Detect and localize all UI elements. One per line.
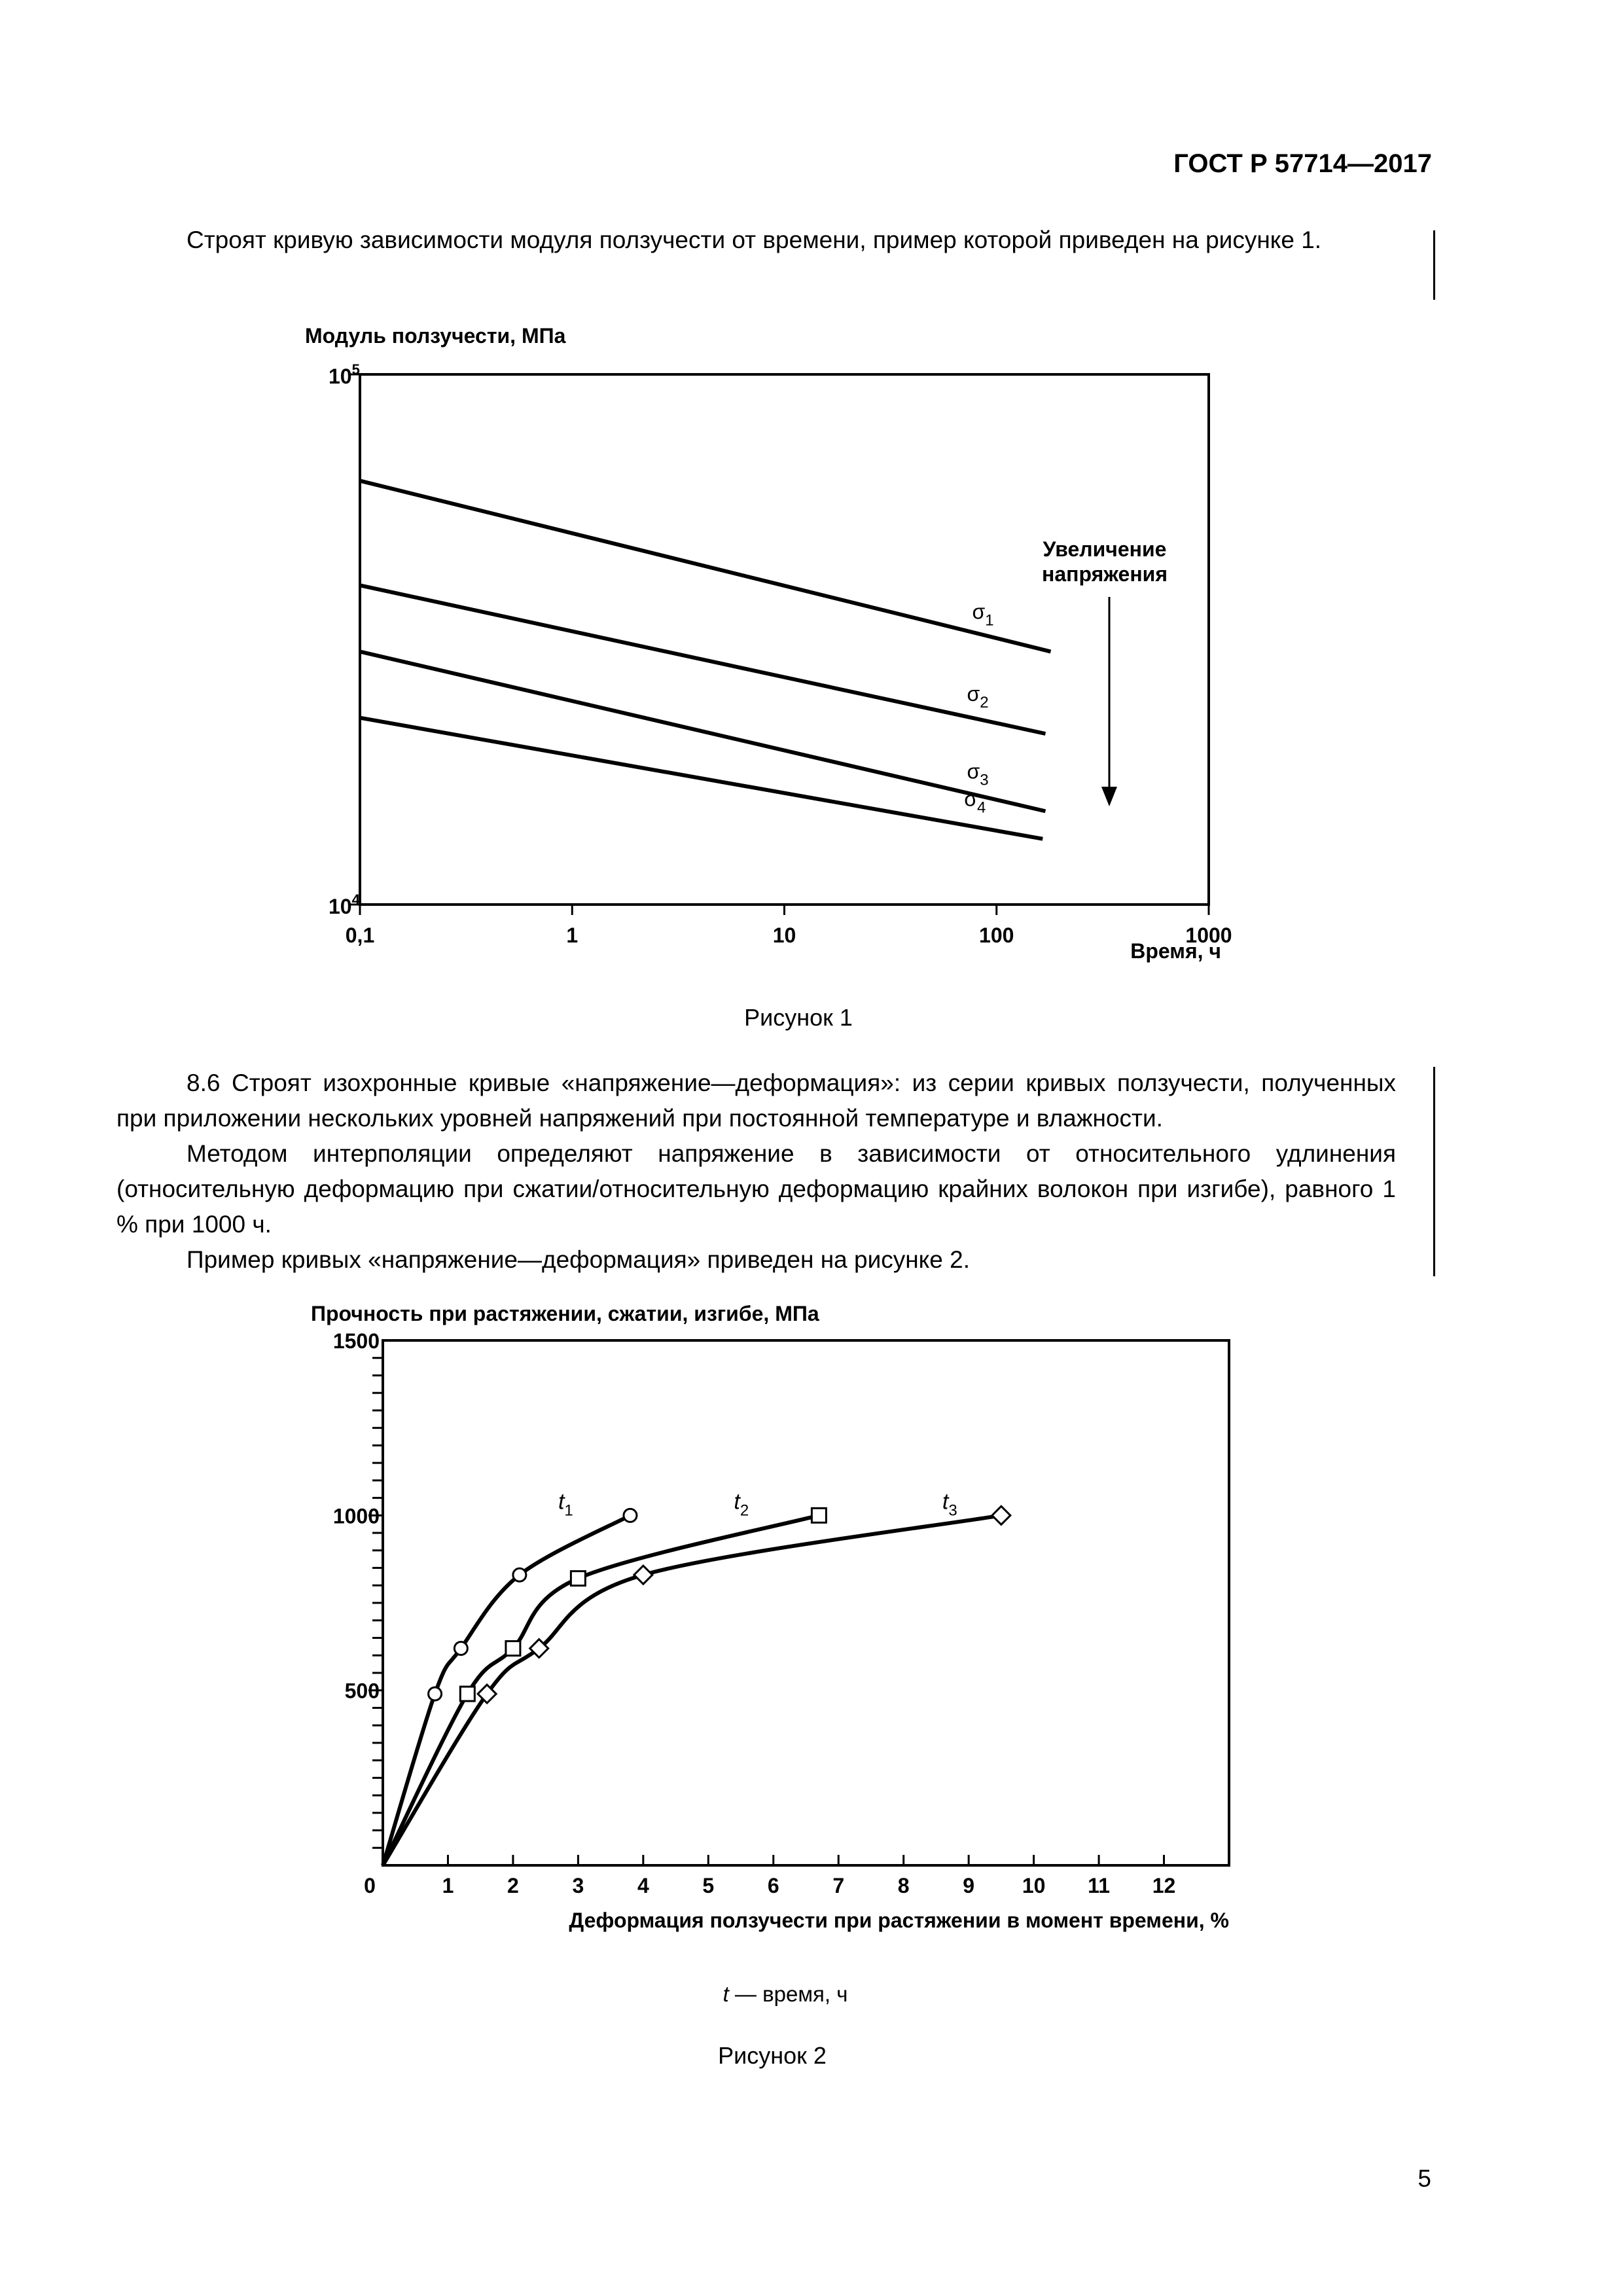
x-tick-label: 0,1 (345, 924, 375, 947)
x-axis-label: Время, ч (1130, 939, 1221, 963)
paragraph-intro: Строят кривую зависимости модуля ползучести от времени, пример которой приведен на рисунке 1. (187, 226, 1322, 253)
y-tick-label: 1000 (332, 1504, 380, 1528)
x-tick-label: 3 (572, 1874, 584, 1897)
plot-frame (360, 374, 1209, 905)
series-lines (360, 481, 1051, 839)
x-tick-label: 7 (832, 1874, 845, 1897)
data-point-t2 (812, 1508, 826, 1522)
figure-1-caption: Рисунок 1 (744, 1004, 853, 1031)
x-tick-label: 11 (1088, 1874, 1110, 1897)
paragraph-8-6: 8.6 Строят изохронные кривые «напряжение—деформация»: из серии кривых ползучести, полученных при приложении нескольких уровней напряжений при постоянной температуре и влажности. (116, 1069, 1396, 1132)
y-tick-label: 500 (344, 1679, 380, 1703)
data-point-t3 (992, 1506, 1010, 1524)
series-line-sigma-3 (360, 652, 1045, 812)
stress-increase-arrow-head (1101, 787, 1117, 806)
series-label-sigma-4: $\sigma_4$ (964, 787, 986, 817)
y-tick-top: $10^5$ (329, 361, 360, 388)
axis-ticks (333, 1329, 1176, 1897)
x-tick-label: 100 (979, 924, 1014, 947)
series-label-sigma-3: $\sigma_3$ (967, 759, 989, 789)
paragraph-interpolation: Методом интерполяции определяют напряжение в зависимости от относительного удлинения (относительную деформацию при сжатии/относительную деформацию крайних волокон при изгибе), равного 1 % при 1000 ч. (116, 1140, 1396, 1238)
arrow-label-line1: Увеличение (1043, 537, 1167, 561)
x-tick-label: 2 (507, 1874, 519, 1897)
series-labels (558, 1489, 957, 1519)
data-point-t1 (429, 1687, 442, 1700)
x-tick-label: 10 (772, 924, 796, 947)
y-tick-bottom: $10^4$ (329, 891, 360, 918)
y-axis-label: Модуль ползучести, МПа (305, 324, 566, 348)
series-markers (429, 1506, 1010, 1703)
x-tick-label: 5 (702, 1874, 715, 1897)
plot-frame (383, 1340, 1229, 1865)
x-tick-label: 4 (637, 1874, 649, 1897)
x-tick-label: 1 (442, 1874, 454, 1897)
data-point-t3 (634, 1566, 652, 1584)
legend-note-text: — время, ч (728, 1982, 848, 2006)
data-point-t2 (460, 1687, 474, 1701)
change-bar (1433, 230, 1435, 300)
data-point-t1 (454, 1642, 467, 1655)
paragraph-example: Пример кривых «напряжение—деформация» приведен на рисунке 2. (187, 1246, 970, 1273)
x-tick-label: 6 (767, 1874, 779, 1897)
series-curve-t2 (383, 1515, 819, 1865)
figure-1-chart (281, 314, 1329, 995)
x-tick-label: 8 (897, 1874, 910, 1897)
series-line-sigma-1 (360, 481, 1051, 652)
x-axis-label: Деформация ползучести при растяжении в момент времени, % (569, 1909, 1229, 1932)
series-label-t2: $t_2$ (734, 1489, 749, 1520)
arrow-label-line2: напряжения (1042, 562, 1168, 586)
page-number: 5 (1418, 2165, 1431, 2192)
data-point-t2 (571, 1571, 585, 1586)
y-tick-label: 1500 (332, 1329, 380, 1353)
x-tick-label: 12 (1152, 1874, 1176, 1897)
series-label-t1: $t_1$ (558, 1489, 573, 1520)
figure-2-caption: Рисунок 2 (718, 2042, 827, 2069)
x-tick-label: 1000 (1185, 924, 1232, 947)
y-axis-label: Прочность при растяжении, сжатии, изгибе, МПа (311, 1302, 819, 1325)
document-code: ГОСТ Р 57714—2017 (1173, 149, 1432, 178)
figure-2-legend-note (654, 1982, 916, 2007)
time-variable: t (722, 1982, 729, 2006)
change-bar (1433, 1067, 1435, 1276)
data-point-t2 (506, 1641, 520, 1656)
x-ticks (346, 374, 1232, 947)
x-tick-label: 0 (364, 1874, 376, 1897)
series-label-t3: $t_3$ (942, 1489, 957, 1520)
x-tick-label: 9 (963, 1874, 975, 1897)
figure-2-chart (301, 1283, 1302, 1937)
x-tick-label: 1 (566, 924, 579, 947)
data-point-t1 (624, 1509, 637, 1522)
series-curve-t1 (383, 1515, 630, 1865)
series-label-sigma-1: $\sigma_1$ (972, 600, 994, 630)
series-label-sigma-2: $\sigma_2$ (967, 682, 989, 712)
data-point-t1 (513, 1568, 526, 1581)
series-line-sigma-2 (360, 585, 1045, 734)
x-tick-label: 10 (1022, 1874, 1046, 1897)
series-line-sigma-4 (360, 718, 1043, 839)
